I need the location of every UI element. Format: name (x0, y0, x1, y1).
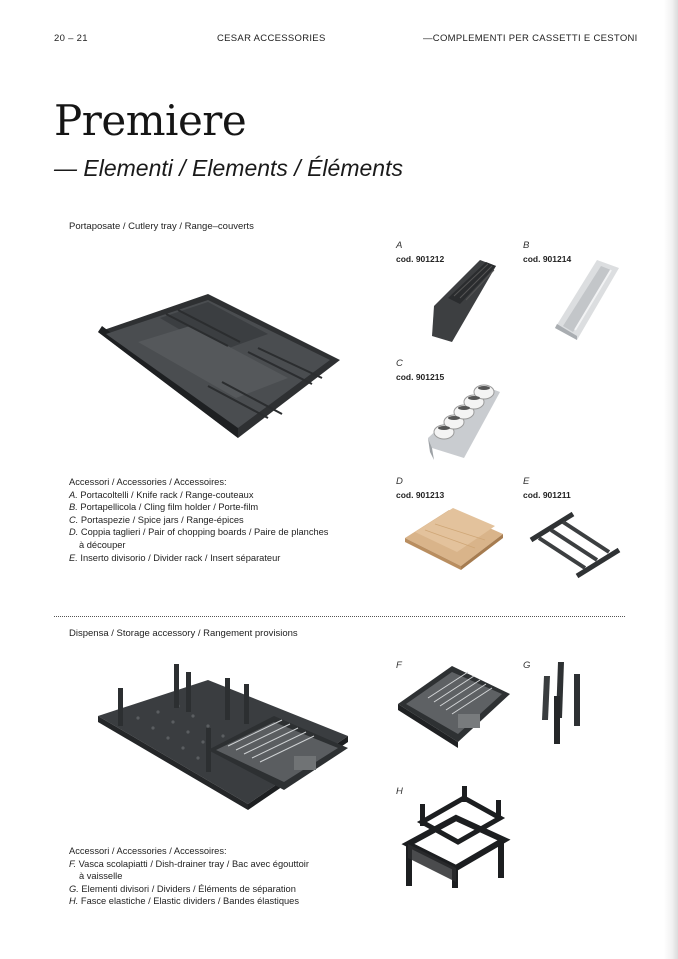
accessory-b: B. Portapellicola / Cling film holder / Porte-film (69, 502, 259, 513)
page-edge-shadow (664, 0, 678, 959)
cling-film-holder-image (553, 258, 623, 342)
header-brand: CESAR ACCESSORIES (217, 33, 326, 44)
item-f-letter: F (396, 660, 402, 671)
section2-accessories (69, 845, 369, 908)
accessory-c: C. Portaspezie / Spice jars / Range-épices (69, 514, 244, 525)
accessory-f: F. Vasca scolapiatti / Dish-drainer tray / Bac avec égouttoir (69, 858, 309, 869)
storage-accessory-image (98, 660, 354, 810)
section1-label: Portaposate / Cutlery tray / Range–couverts (69, 221, 254, 232)
item-g-letter: G (523, 660, 531, 671)
item-a-code: cod. 901212 (396, 254, 445, 264)
item-a-letter: A (396, 240, 403, 251)
divider-rack-image (525, 510, 625, 580)
item-d-code: cod. 901213 (396, 490, 445, 500)
knife-rack-image (430, 258, 500, 344)
accessory-d: D. Coppia taglieri / Pair of chopping boards / Paire de planches (69, 527, 329, 538)
accessory-f-continued: à vaisselle (79, 871, 123, 882)
spice-jars-image (424, 376, 504, 466)
item-e-letter: E (523, 476, 530, 487)
page-title: Premiere (54, 96, 247, 145)
elastic-dividers-image (404, 782, 508, 890)
accessories-title: Accessori / Accessories / Accessoires: (69, 477, 227, 487)
item-c-letter: C (396, 358, 403, 369)
page-numbers: 20 – 21 (54, 33, 88, 44)
accessory-e: E. Inserto divisorio / Divider rack / Insert séparateur (69, 552, 281, 563)
chopping-boards-image (405, 508, 505, 570)
item-c-code: cod. 901215 (396, 372, 445, 382)
item-h-letter: H (396, 786, 403, 797)
item-e-code: cod. 901211 (523, 490, 571, 500)
page-subtitle: — Elementi / Elements / Éléments (54, 155, 403, 181)
item-d-letter: D (396, 476, 403, 487)
header-section: —COMPLEMENTI PER CASSETTI E CESTONI (423, 33, 638, 44)
accessory-h: H. Fasce elastiche / Elastic dividers / Bandes élastiques (69, 896, 299, 907)
item-b-code: cod. 901214 (523, 254, 572, 264)
dish-drainer-tray-image (398, 664, 512, 748)
section-divider (54, 616, 625, 617)
accessory-d-continued: à découper (79, 539, 126, 550)
section2-label: Dispensa / Storage accessory / Rangement provisions (69, 628, 298, 639)
accessories-title: Accessori / Accessories / Accessoires: (69, 846, 227, 856)
cutlery-tray-image (98, 290, 348, 440)
section1-accessories (69, 476, 369, 564)
item-b-letter: B (523, 240, 530, 251)
accessory-a: A. Portacoltelli / Knife rack / Range-couteaux (69, 489, 254, 500)
accessory-g: G. Elementi divisori / Dividers / Éléments de séparation (69, 883, 296, 894)
dividers-image (540, 660, 590, 746)
